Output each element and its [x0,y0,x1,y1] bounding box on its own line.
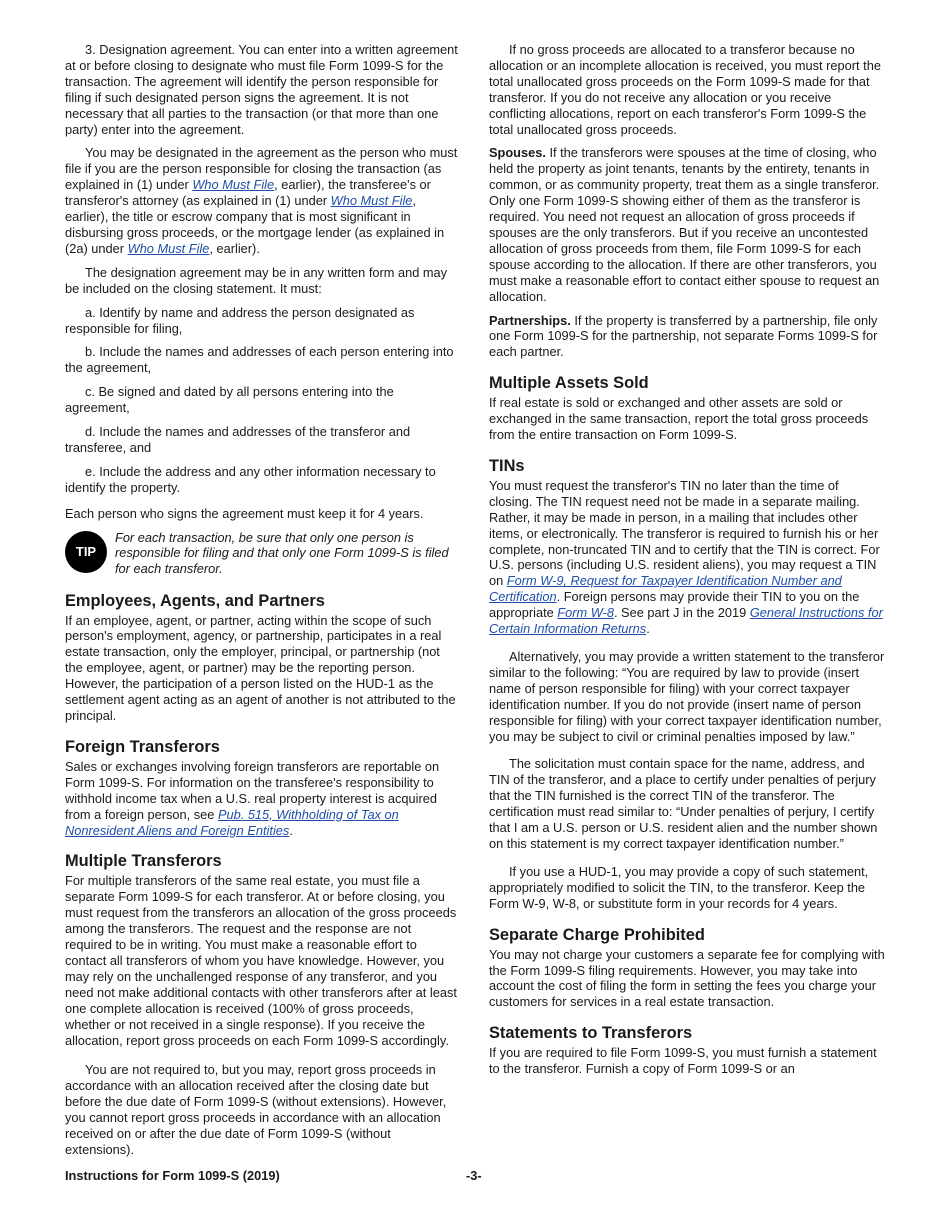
hud-1-paragraph: If you use a HUD-1, you may provide a copy of such statement, appropriately modified to solicit the TIN, to the transferor. Keep the Form W-9, W-8, or substitute form in your records for 4 years. [489,863,869,911]
tip-text: For each transaction, be sure that only one person is responsible for filing and that only one Form 1099-S is filed for each transferor. [115,529,449,577]
statements-paragraph: If you are required to file Form 1099-S, you must furnish a statement to the transferor. Furnish a copy of Form 1099-S or an [489,1045,877,1077]
alternative-statement-paragraph: Alternatively, you may provide a written statement to the transferor similar to the following: “You are required by law to provide (insert name of person responsible for filing) with your correct taxpayer identification number. If you do not provide (insert name of person responsible for filing) with your correct taxpayer identification number, you may be subject to civil or criminal penalties imposed by law.” [489,649,885,744]
form-w8-link[interactable]: Form W-8 [557,605,614,621]
statements-heading: Statements to Transferors [489,1024,693,1043]
list-item-d: d. Include the names and addresses of the transferor and transferee, and [65,424,411,455]
page-number: -3- [466,1168,482,1183]
tins-paragraph: You must request the transferor's TIN no later than the time of closing. The TIN request need not be made in a separate mailing. Rather, it may be made in person, in a mailing that includes other items, or electronically. The transferor is required to furnish his or her complete, non-truncated TIN and to certify that the TIN is correct. For U.S. persons (including U.S. resident aliens), you may request a TIN on Form W-9, Request for Taxpayer Identification Number and Certification. Foreign persons may provide their TIN to you on the appropriate Form W-8. See part J in the 2019 General Instructions for Certain Information Returns. [489,477,883,637]
separate-charge-heading: Separate Charge Prohibited [489,925,705,944]
multiple-transferors-heading: Multiple Transferors [65,852,222,871]
unallocated-proceeds-paragraph: If no gross proceeds are allocated to a transferor because no allocation or an incomplete allocation is received, you must report the total unallocated gross proceeds on the Form 1099-S made for that transferor. If you do not receive any allocation or you receive conflicting allocations, report on each transferor's Form 1099-S the total unallocated gross proceeds. [489,42,881,137]
multiple-assets-paragraph: If real estate is sold or exchanged and other assets are sold or exchanged in the same transaction, report the total gross proceeds from the entire transaction on Form 1099-S. [489,395,869,443]
tip-icon: TIP [65,531,107,573]
keep-agreement-paragraph: Each person who signs the agreement must keep it for 4 years. [65,505,424,521]
separate-charge-paragraph: You may not charge your customers a separate fee for complying with the Form 1099-S filing requirements. However, you may take into account the cost of filing the form in setting the fees you charge your customers for services in a real estate transaction. [489,946,885,1010]
list-item-b: b. Include the names and addresses of each person entering into the agreement, [65,344,454,376]
tip-box [65,530,461,578]
partnerships-paragraph: Partnerships. If the property is transferred by a partnership, file only one Form 1099-S for the partnership, not separate Forms 1099-S for each partner. [489,312,878,360]
designation-paragraph: You may be designated in the agreement as the person who must file if you are the person responsible for closing the transaction (as explained in (1) under Who Must File, earlier), the transferee's or transferor's attorney (as explained in (1) under Who Must File, earlier), the title or escrow company that is most significant in disbursing gross proceeds, or the mortgage lender (as explained in (2a) under Who Must File, earlier). [65,145,458,256]
page-footer [65,1168,885,1183]
employees-paragraph: If an employee, agent, or partner, acting within the scope of such person's employment, agency, or partnership, participates in a real estate transaction, only the employer, principal, or partnership (not the employee, agent, or partner) may be the reporting person. However, the participation of a person listed on the HUD-1 as the settlement agent acting as an agent of another is not attributed to the principal. [65,612,456,723]
list-item-e: e. Include the address and any other information necessary to identify the property. [65,463,436,495]
left-column [65,42,461,1166]
list-item-c: c. Be signed and dated by all persons entering into the agreement, [65,384,394,416]
who-must-file-link[interactable]: Who Must File [192,177,275,193]
spouses-run-in-heading: Spouses. [489,145,546,161]
partnerships-run-in-heading: Partnerships. [489,312,571,328]
designation-agreement-paragraph: 3. Designation agreement. You can enter into a written agreement at or before closing to designate who must file Form 1099-S for the transaction. The agreement will identify the person responsible for filing if such designated person signs the agreement. It is not necessary that all parties to the transaction (or that more than one party) enter into the agreement. [65,42,458,137]
footer-title: Instructions for Form 1099-S (2019) [65,1168,280,1183]
who-must-file-link[interactable]: Who Must File [330,193,413,209]
form-w9-link[interactable]: Form W-9, Request for Taxpayer Identification Number and Certification [489,573,842,605]
general-instructions-link[interactable]: General Instructions for Certain Information Returns [489,605,883,637]
spouses-paragraph: Spouses. If the transferors were spouses at the time of closing, who held the property as joint tenants, tenants by the entirety, tenants in common, or as community property, treat them as a single transferor. Only one Form 1099-S showing either of them as the transferor is required. You need not request an allocation of gross proceeds if spouses are the only transferors. But if you receive an uncontested allocation of gross proceeds from them, file Form 1099-S for each spouse according to the allocation. If there are other transferors, you must make a reasonable effort to contact either spouse to request an allocation. [489,145,880,304]
right-column [489,42,885,1085]
foreign-transferors-paragraph: Sales or exchanges involving foreign transferors are reportable on Form 1099-S. For information on the transferee's responsibility to withhold income tax when a U.S. real property interest is acquired from a foreign person, see Pub. 515, Withholding of Tax on Nonresident Aliens and Foreign Entities. [65,758,440,838]
list-item-a: a. Identify by name and address the person designated as responsible for filing, [65,304,415,336]
employees-heading: Employees, Agents, and Partners [65,591,325,610]
solicitation-paragraph: The solicitation must contain space for the name, address, and TIN of the transferor, and a place to certify under penalties of perjury that the TIN furnished is the correct TIN of the transferor. The certification must read similar to: “Under penalties of perjury, I certify that I am a U.S. person or U.S. resident alien and the number shown on this statement is my correct taxpayer identification number.” [489,756,878,851]
agreement-form-paragraph: The designation agreement may be in any written form and may be included on the closing statement. It must: [65,264,448,296]
pub-515-link[interactable]: Pub. 515, Withholding of Tax on Nonresident Aliens and Foreign Entities [65,806,399,838]
foreign-transferors-heading: Foreign Transferors [65,737,220,756]
allocation-timing-paragraph: You are not required to, but you may, report gross proceeds in accordance with an allocation received after the closing date but before the due date of Form 1099-S (without extensions). However, you cannot report gross proceeds in accordance with an allocation received on or after the due date of Form 1099-S (without extensions). [65,1062,447,1157]
who-must-file-link[interactable]: Who Must File [127,240,210,256]
tins-heading: TINs [489,456,525,475]
multiple-transferors-paragraph: For multiple transferors of the same real estate, you must file a separate Form 1099-S for each transferor. At or before closing, you must request from the transferors an allocation of the gross proceeds among the transferors. The request and the response are not required to be in writing. You must make a reasonable effort to contact all transferors of whom you have knowledge. However, you may rely on the unchallenged response of any transferor, and you need not make additional contacts with other transferors after at least one complete allocation is received (100% of gross proceeds, whether or not received in a single response). If you receive the allocation, report gross proceeds on each Form 1099-S accordingly. [65,873,457,1048]
multiple-assets-heading: Multiple Assets Sold [489,374,649,393]
